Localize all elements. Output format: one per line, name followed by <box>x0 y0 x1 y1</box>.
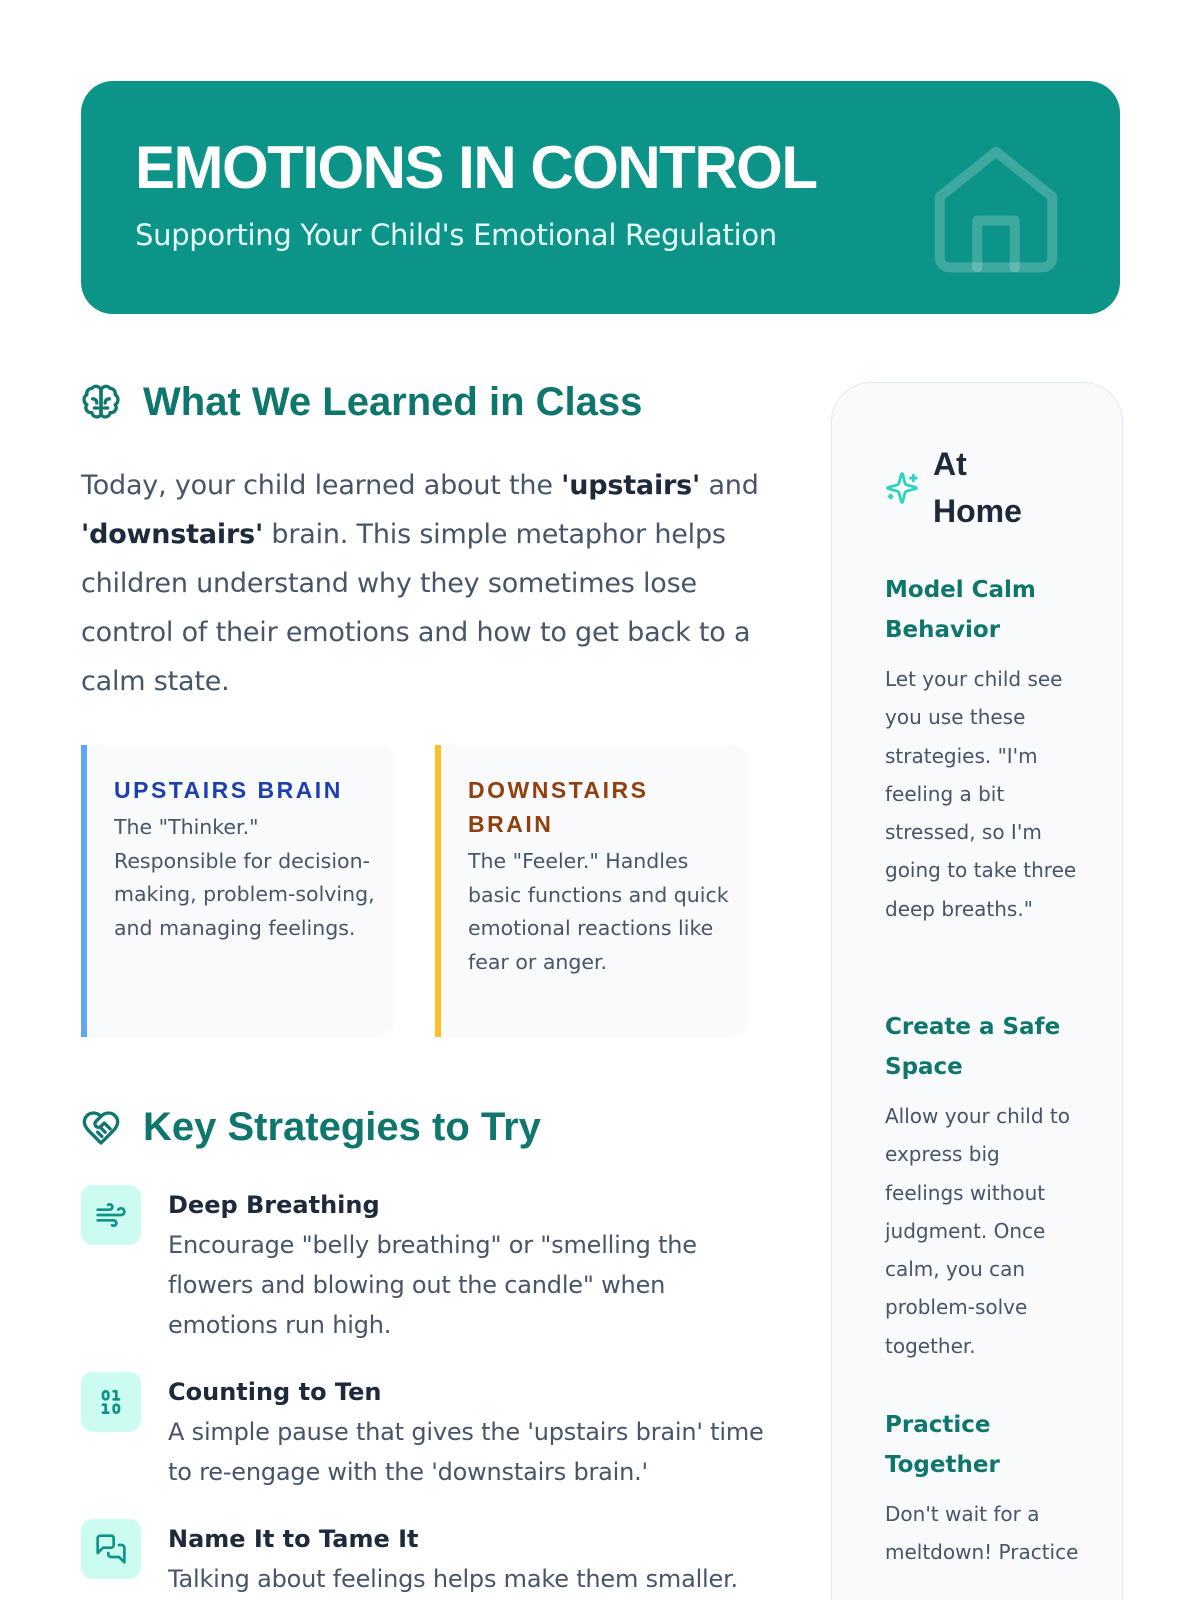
house-icon <box>921 133 1071 283</box>
downstairs-brain-title: DOWNSTAIRS BRAIN <box>468 777 649 837</box>
home-tip-title: Practice Together <box>885 1412 1000 1478</box>
brain-icon <box>81 383 121 423</box>
page-title: EMOTIONS IN CONTROL <box>135 134 817 201</box>
chat-icon <box>95 1533 127 1565</box>
downstairs-brain-card <box>435 745 749 1037</box>
strategy-name: Counting to Ten <box>168 1378 382 1406</box>
strategies-heading <box>81 1105 541 1150</box>
home-tip-desc: Don't wait for a meltdown! Practice <box>885 1502 1079 1565</box>
home-tip-desc: Let your child see you use these strategies. "I'm feeling a bit stressed, so I'm going to take three deep breaths." <box>885 667 1077 921</box>
home-tip-desc: Allow your child to express big feelings without judgment. Once calm, you can problem-solve together. <box>885 1104 1070 1358</box>
heart-handshake-icon <box>81 1108 121 1148</box>
home-tip <box>885 570 1080 928</box>
learned-heading <box>81 380 642 425</box>
at-home-title: At Home <box>933 446 1022 529</box>
wind-icon <box>95 1199 127 1231</box>
at-home-sidebar <box>831 382 1123 1600</box>
strategy-icon-box <box>81 1372 141 1432</box>
home-tip-title: Create a Safe Space <box>885 1014 1061 1080</box>
strategy-name: Deep Breathing <box>168 1191 380 1219</box>
downstairs-brain-desc: The "Feeler." Handles basic functions and quick emotional reactions like fear or anger. <box>468 849 729 974</box>
binary-icon <box>95 1386 127 1418</box>
header-banner <box>81 81 1120 314</box>
upstairs-brain-desc: The "Thinker." Responsible for decision-making, problem-solving, and managing feelings. <box>114 815 375 940</box>
upstairs-brain-card <box>81 745 395 1037</box>
learned-title: What We Learned in Class <box>143 380 643 424</box>
sparkles-icon <box>885 471 919 505</box>
home-tip <box>885 1007 1080 1365</box>
intro-paragraph: Today, your child learned about the 'upstairs' and 'downstairs' brain. This simple metaphor helps children understand why they sometimes lose control of their emotions and how to get back to a calm state. <box>81 470 759 697</box>
strategy-icon-box <box>81 1185 141 1245</box>
strategy-desc: Encourage "belly breathing" or "smelling the flowers and blowing out the candle" when emotions run high. <box>168 1231 697 1339</box>
page-subtitle: Supporting Your Child's Emotional Regulation <box>135 218 777 252</box>
strategy-icon-box <box>81 1519 141 1579</box>
home-tip-title: Model Calm Behavior <box>885 577 1036 643</box>
strategies-title: Key Strategies to Try <box>143 1105 541 1149</box>
home-tip <box>885 1405 1080 1572</box>
strategy-desc: Talking about feelings helps make them smaller. <box>168 1565 738 1593</box>
strategy-desc: A simple pause that gives the 'upstairs brain' time to re-engage with the 'downstairs brain.' <box>168 1418 764 1486</box>
upstairs-brain-title: UPSTAIRS BRAIN <box>114 777 343 803</box>
at-home-heading <box>885 441 1033 535</box>
strategy-name: Name It to Tame It <box>168 1525 419 1553</box>
